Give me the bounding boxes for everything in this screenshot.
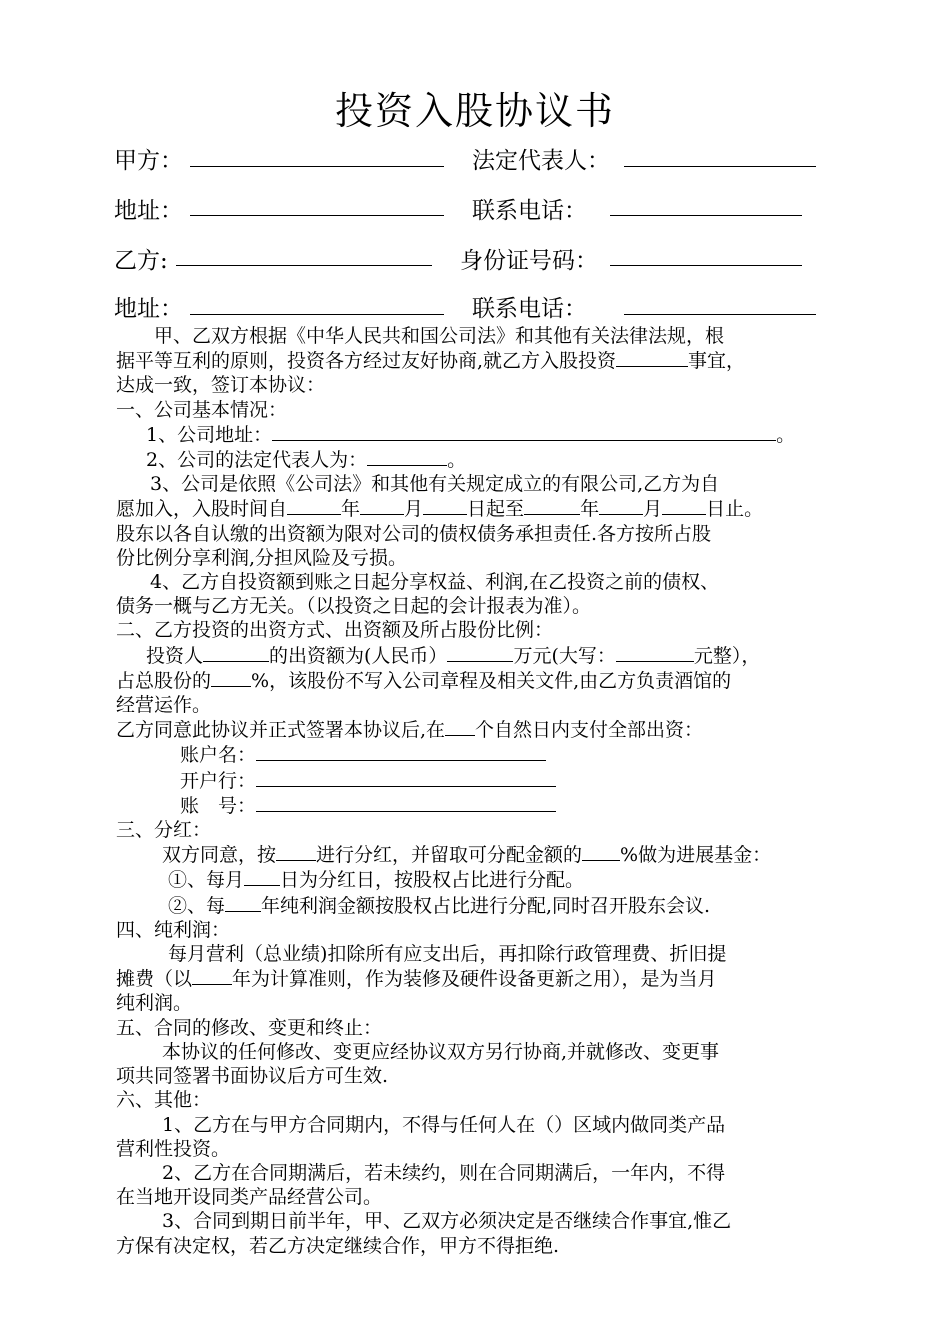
net-profit-line-2: 摊费（以 年为计算准则，作为装修及硬件设备更新之用），是为当月 [116,968,717,991]
start-day-blank [423,496,467,515]
id-number-label: 身份证号码： [460,248,598,274]
phone-b-label: 联系电话： [472,296,587,322]
intro-line-1: 甲、乙双方根据《中华人民共和国公司法》和其他有关法律法规，根 [154,325,725,347]
section-5-heading: 五、合同的修改、变更和终止： [116,1016,383,1039]
investor-blank [203,643,269,662]
investment-item-blank [616,348,688,367]
account-name-line: 账户名： [116,742,856,767]
section-4-heading: 四、纯利润： [116,918,231,941]
clause-6-1-line-2: 营利性投资。 [116,1137,231,1160]
clause-1-3-line-1: 3、公司是依照《公司法》和其他有关规定成立的有限公司,乙方为自 [150,473,720,496]
clause-6-3-line-2: 方保有决定权，若乙方决定继续合作，甲方不得拒绝. [116,1234,560,1257]
amendment-line-2: 项共同签署书面协议后方可生效. [116,1065,389,1088]
clause-1-3-line-4: 份比例分享利润,分担风险及亏损。 [116,546,408,569]
section-6-heading: 六、其他： [116,1089,212,1112]
section-1-heading: 一、公司基本情况： [116,398,288,421]
document-title: 投资入股协议书 [334,89,615,133]
address-a-label: 地址： [114,198,183,224]
amount-blank [447,643,513,662]
fund-percent-blank [582,842,620,861]
clause-6-1-line-1: 1、乙方在与甲方合同期内，不得与任何人在（）区域内做同类产品 [162,1113,726,1136]
address-b-label: 地址： [114,296,183,322]
phone-a-label: 联系电话： [472,198,587,224]
net-profit-line-3: 纯利润。 [116,992,193,1015]
clause-1-3-line-2: 愿加入，入股时间自 年 月 日起至 年 月 日止。 [116,498,764,521]
annual-dividend-line: ②、每 年纯利润金额按股权占比进行分配,同时召开股东会议. [168,894,711,917]
dividend-basis-blank [276,842,316,861]
share-percent-line: 占总股份的 %，该股份不写入公司章程及相关文件,由乙方负责酒馆的 [116,669,732,692]
account-number-line: 账 号： [116,793,856,818]
clause-1-4-line-2: 债务一概与乙方无关。（以投资之日起的会计报表为准）。 [116,595,592,618]
payment-days-blank [445,717,475,736]
share-percent-blank [211,668,251,687]
party-a-blank [190,166,444,167]
account-bank-blank [256,768,556,787]
amount-capital-blank [616,643,694,662]
clause-6-3-line-1: 3、合同到期日前半年，甲、乙双方必须决定是否继续合作事宜,惟乙 [162,1210,732,1233]
operation-line: 经营运作。 [116,694,212,717]
legal-rep-label: 法定代表人： [472,148,610,174]
clause-6-2-line-1: 2、乙方在合同期满后，若未续约，则在合同期满后，一年内，不得 [162,1161,726,1184]
section-3-heading: 三、分红： [116,819,212,842]
depreciation-years-blank [192,966,232,985]
phone-a-blank [610,215,802,216]
id-number-blank [610,265,802,266]
company-legal-rep-blank [367,447,447,466]
party-b-label: 乙方: [114,248,168,274]
account-name-blank [256,742,546,761]
section-2-heading: 二、乙方投资的出资方式、出资额及所占股份比例： [116,619,554,642]
intro-line-2: 据平等互利的原则，投资各方经过友好协商,就乙方入股投资 事宜， [116,350,746,373]
phone-b-blank [624,314,816,315]
start-year-blank [287,496,341,515]
end-month-blank [599,496,643,515]
agreement-body [116,324,856,1258]
end-year-blank [524,496,580,515]
intro-line-3: 达成一致，签订本协议： [116,374,326,397]
end-day-blank [662,496,706,515]
legal-rep-blank [624,166,816,167]
company-address-blank [272,422,776,441]
address-a-blank [190,215,444,216]
monthly-dividend-line: ①、每月 日为分红日，按股权占比进行分配。 [168,869,585,892]
party-a-label: 甲方： [114,148,183,174]
legal-rep-line: 2、公司的法定代表人为： 。 [146,449,467,472]
party-b-blank [176,265,432,266]
payment-days-line: 乙方同意此协议并正式签署本协议后,在 个自然日内支付全部出资： [116,719,704,742]
net-profit-line-1: 每月营利（总业绩)扣除所有应支出后，再扣除行政管理费、折旧提 [168,943,727,966]
account-bank-line: 开户行： [116,768,856,793]
dividend-day-blank [244,867,280,886]
clause-1-3-line-3: 股东以各自认缴的出资额为限对公司的债权债务承担责任.各方按所占股 [116,522,712,545]
company-address-line: 1、公司地址： 。 [146,423,796,446]
amendment-line-1: 本协议的任何修改、变更应经协议双方另行协商,并就修改、变更事 [162,1040,720,1063]
dividend-line: 双方同意，按 进行分红，并留取可分配金额的 %做为进展基金： [162,844,772,867]
start-month-blank [360,496,404,515]
clause-1-4-line-1: 4、乙方自投资额到账之日起分享权益、利润,在乙投资之前的债权、 [150,571,720,594]
dividend-years-blank [225,893,261,912]
clause-6-2-line-2: 在当地开设同类产品经营公司。 [116,1186,383,1209]
address-b-blank [190,314,444,315]
investment-amount-line: 投资人 的出资额为(人民币） 万元(大写： 元整）， [146,644,761,667]
account-number-blank [256,793,556,812]
